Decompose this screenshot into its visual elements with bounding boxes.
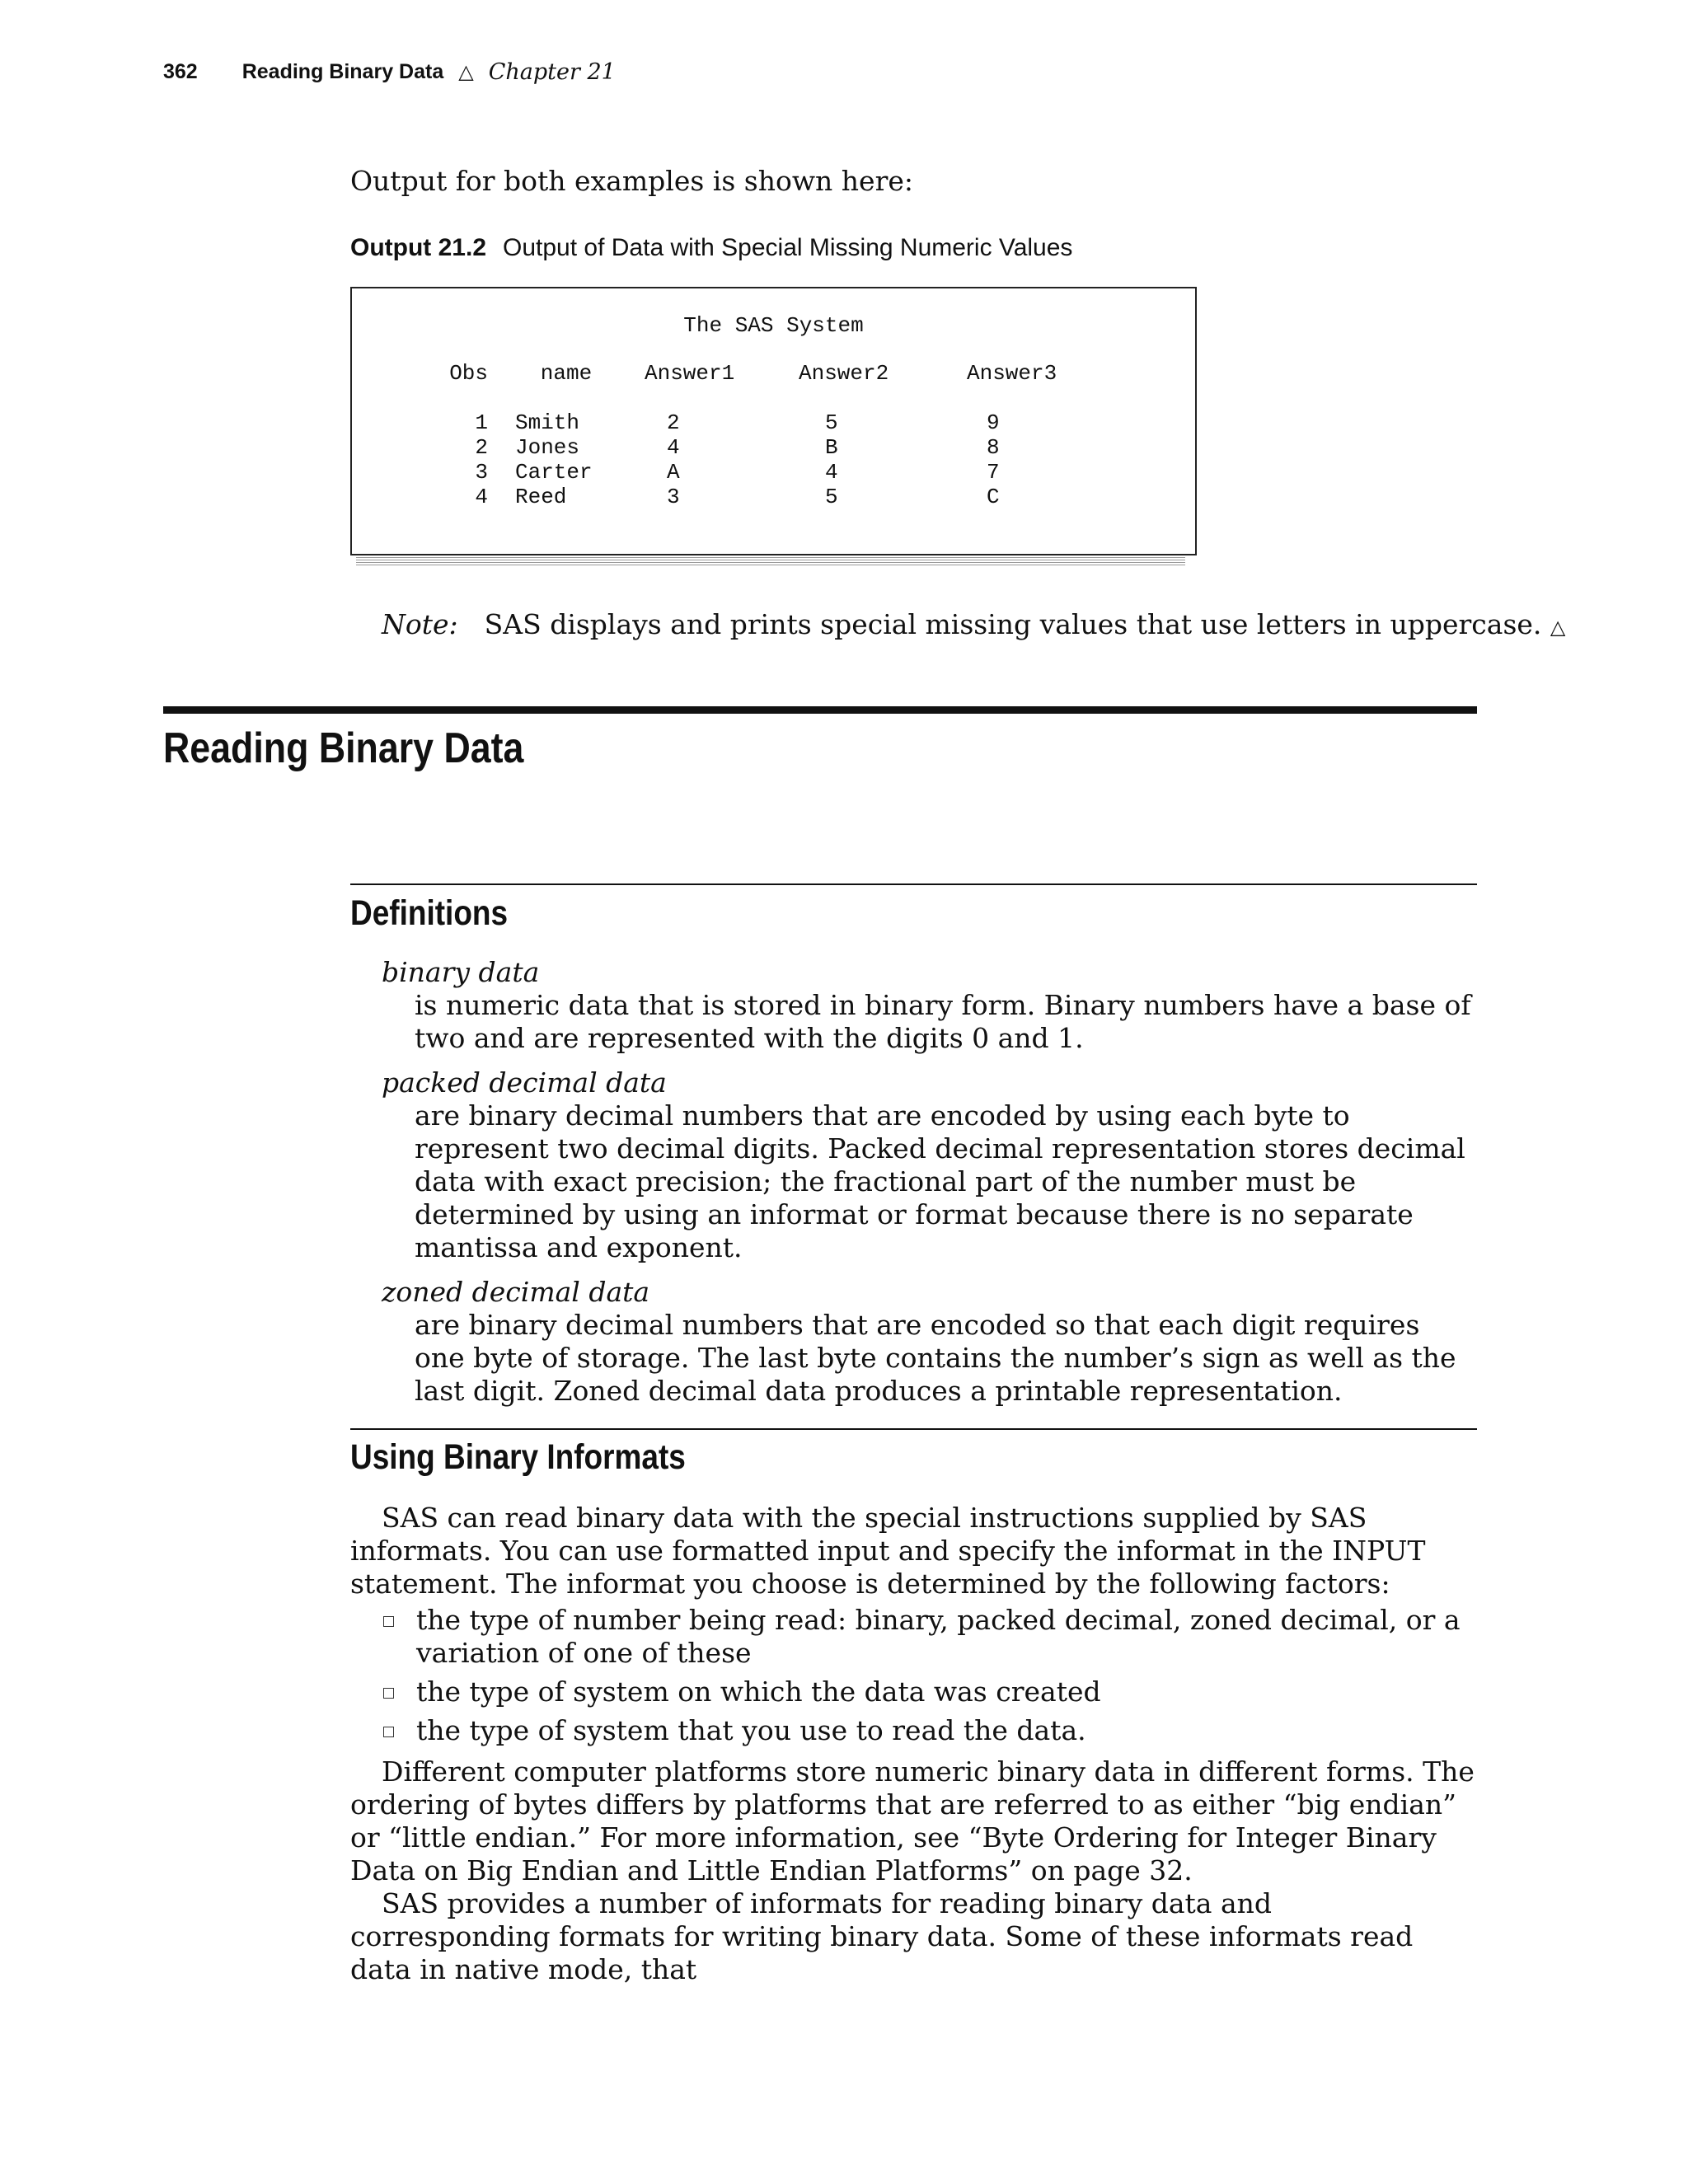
note-text: SAS displays and prints special missing values that use letters in uppercase.	[484, 608, 1542, 640]
table-cell: A	[667, 460, 680, 485]
table-cell: C	[987, 485, 1000, 509]
table-cell: 7	[987, 460, 1000, 485]
checkbox-bullet-icon	[383, 1727, 394, 1737]
table-row	[426, 435, 1118, 460]
running-head	[163, 59, 616, 85]
column-header: Obs	[449, 361, 488, 386]
definition-text: are binary decimal numbers that are encoded by using each byte to represent two decimal digits. Packed decimal representation stores decimal data with exact precision; the fractional part of the number must be determined by using an informat or format because there is no separate mantissa and exponent.	[415, 1099, 1465, 1263]
running-head-chapter: Chapter 21	[488, 59, 616, 85]
table-cell: 4	[825, 460, 838, 485]
definition-term: binary data	[382, 956, 540, 988]
table-cell: 9	[987, 410, 1000, 435]
informats-body	[350, 1502, 1479, 1986]
table-cell: 2	[475, 435, 488, 460]
paragraph: SAS provides a number of informats for reading binary data and corresponding formats for writing binary data. Some of these informats read data in native mode, that	[350, 1887, 1414, 1985]
column-header: name	[540, 361, 593, 386]
checkbox-bullet-icon	[383, 1688, 394, 1699]
table-cell: 2	[667, 410, 680, 435]
table-cell: Jones	[515, 435, 580, 460]
table-cell: 3	[475, 460, 488, 485]
running-head-title: Reading Binary Data	[241, 60, 444, 83]
subsection-rule	[350, 1428, 1477, 1430]
triangle-icon: △	[458, 61, 474, 83]
table-cell: 3	[667, 485, 680, 509]
sas-output-box	[350, 287, 1197, 555]
note	[382, 608, 1565, 644]
table-row	[426, 460, 1118, 485]
table-cell: Carter	[515, 460, 593, 485]
paragraph: SAS can read binary data with the special instructions supplied by SAS informats. You can use formatted input and specify the informat in the INPUT statement. The informat you choose is determined by the following factors:	[350, 1502, 1426, 1600]
subsection-rule	[350, 883, 1477, 885]
factor-list	[350, 1604, 1479, 1747]
column-header: Answer3	[967, 361, 1057, 386]
column-header: Answer2	[799, 361, 889, 386]
output-box-shadow	[356, 557, 1185, 567]
definitions-heading: Definitions	[350, 893, 509, 933]
section-title: Reading Binary Data	[163, 724, 524, 772]
definition-text: are binary decimal numbers that are encoded so that each digit requires one byte of storage. The last byte contains the number’s sign as well as the last digit. Zoned decimal data produces a printable representation.	[415, 1309, 1456, 1407]
intro-paragraph: Output for both examples is shown here:	[350, 165, 914, 197]
table-cell: 5	[825, 485, 838, 509]
sas-output-title: The SAS System	[683, 313, 864, 338]
page-number: 362	[163, 60, 198, 83]
informats-heading: Using Binary Informats	[350, 1437, 686, 1477]
section-rule	[163, 706, 1477, 714]
triangle-icon: △	[1550, 616, 1566, 639]
table-cell: 4	[475, 485, 488, 509]
definition-term: packed decimal data	[382, 1066, 667, 1099]
output-caption-label: Output 21.2	[350, 234, 487, 261]
table-cell: B	[825, 435, 838, 460]
table-header-row	[426, 361, 1118, 410]
definition-term: zoned decimal data	[382, 1276, 650, 1308]
table-cell: 4	[667, 435, 680, 460]
output-caption	[350, 234, 1072, 262]
list-item: the type of system on which the data was created	[383, 1675, 1479, 1708]
table-cell: 8	[987, 435, 1000, 460]
definition-text: is numeric data that is stored in binary form. Binary numbers have a base of two and are represented with the digits 0 and 1.	[415, 989, 1471, 1054]
list-item: the type of number being read: binary, packed decimal, zoned decimal, or a variation of one of these	[383, 1604, 1479, 1670]
table-cell: Reed	[515, 485, 567, 509]
output-caption-title: Output of Data with Special Missing Numeric Values	[503, 234, 1073, 261]
sas-output-table	[426, 361, 1118, 509]
checkbox-bullet-icon	[383, 1616, 394, 1627]
table-cell: 5	[825, 410, 838, 435]
column-header: Answer1	[645, 361, 735, 386]
list-item: the type of system that you use to read the data.	[383, 1714, 1479, 1747]
definitions-list	[382, 956, 1478, 1419]
table-row	[426, 485, 1118, 509]
table-cell: 1	[475, 410, 488, 435]
table-row	[426, 410, 1118, 435]
table-cell: Smith	[515, 410, 580, 435]
note-label: Note:	[382, 608, 458, 640]
paragraph: Different computer platforms store numeric binary data in different forms. The ordering of bytes differs by platforms that are referred to as either “big endian” or “little endian.” For more information, see “Byte Ordering for Integer Binary Data on Big Endian and Little Endian Platforms” on page 32.	[350, 1755, 1475, 1886]
